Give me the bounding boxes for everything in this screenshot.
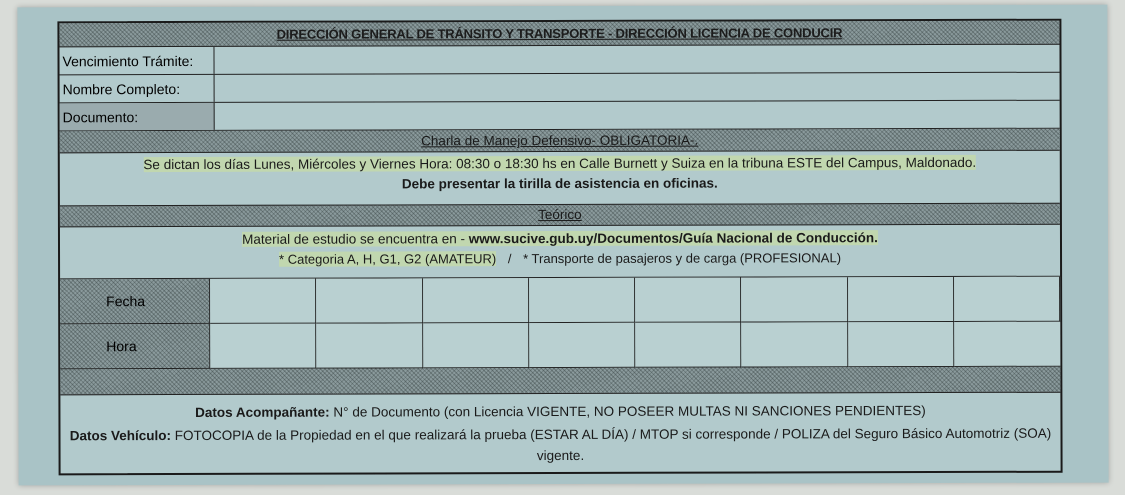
- field-documento-input[interactable]: [215, 101, 1060, 130]
- acompanante-line: [60, 403, 1060, 421]
- row-label-fecha: Fecha: [60, 279, 210, 324]
- hora-cell[interactable]: [423, 323, 529, 368]
- fecha-cell[interactable]: [635, 278, 741, 323]
- field-nombre: [60, 73, 1060, 104]
- fecha-cell[interactable]: [423, 278, 529, 323]
- hora-cell[interactable]: [848, 322, 954, 367]
- hora-cell[interactable]: [954, 322, 1060, 367]
- fecha-cell[interactable]: [316, 278, 422, 323]
- field-vencimiento: [59, 45, 1059, 76]
- form-header: [59, 21, 1059, 48]
- schedule-table: [60, 277, 1060, 370]
- hora-cell[interactable]: [741, 322, 847, 367]
- hora-cell[interactable]: [210, 324, 316, 369]
- fecha-cell[interactable]: [529, 278, 635, 323]
- form-title: DIRECCIÓN GENERAL DE TRÁNSITO Y TRANSPORTE - DIRECCIÓN LICENCIA DE CONDUCIR: [276, 25, 843, 42]
- material-prefix: Material de estudio se encuentra en -: [242, 231, 469, 247]
- category-amateur: * Categoria A, H, G1, G2 (AMATEUR): [279, 251, 497, 267]
- fecha-cell[interactable]: [954, 277, 1060, 322]
- hora-cell[interactable]: [635, 323, 741, 368]
- hora-cell[interactable]: [529, 323, 635, 368]
- acompanante-text: N° de Documento (con Licencia VIGENTE, NO POSEER MULTAS NI SANCIONES PENDIENTES): [329, 403, 926, 420]
- teorico-body: [60, 225, 1060, 280]
- field-label: Documento:: [60, 103, 215, 130]
- fecha-cell[interactable]: [848, 277, 954, 322]
- charla-body: [60, 151, 1060, 206]
- teorico-title: Teórico: [538, 206, 582, 223]
- license-form: [57, 19, 1062, 476]
- charla-schedule-text: Se dictan los días Lunes, Miércoles y Viernes Hora: 08:30 o 18:30 hs en Calle Burnett y Suiza en la tribuna ESTE del Campus, Maldonado.: [143, 154, 977, 173]
- teorico-categories: [60, 250, 1060, 268]
- footer-requirements: [60, 393, 1060, 474]
- field-label: Vencimiento Trámite:: [59, 47, 214, 74]
- acompanante-label: Datos Acompañante:: [195, 404, 330, 420]
- hora-cell[interactable]: [316, 323, 422, 368]
- category-profesional: * Transporte de pasajeros y de carga (PROFESIONAL): [523, 250, 842, 267]
- separator-band: [60, 367, 1060, 396]
- field-nombre-input[interactable]: [215, 73, 1060, 102]
- charla-schedule: [60, 155, 1060, 173]
- teorico-header: [60, 203, 1060, 228]
- row-label-hora: Hora: [60, 324, 210, 369]
- field-vencimiento-input[interactable]: [214, 45, 1059, 74]
- category-separator: /: [507, 251, 512, 267]
- fecha-cell[interactable]: [210, 279, 316, 324]
- field-documento: [60, 101, 1060, 132]
- material-link[interactable]: www.sucive.gub.uy/Documentos/Guía Nacional de Conducción.: [468, 230, 878, 247]
- teorico-material: [60, 230, 1060, 248]
- charla-note: Debe presentar la tirilla de asistencia en oficinas.: [401, 175, 718, 192]
- charla-title: Charla de Manejo Defensivo- OBLIGATORIA-.: [421, 132, 699, 149]
- vehiculo-label: Datos Vehículo:: [69, 428, 172, 444]
- vehiculo-text: FOTOCOPIA de la Propiedad en el que realizará la prueba (ESTAR AL DÍA) / MTOP si corresponde / POLIZA del Seguro Básico Automotriz (SOA) vigente.: [171, 425, 1052, 464]
- paper-sheet: [17, 5, 1108, 486]
- fecha-cell[interactable]: [741, 277, 847, 322]
- field-label: Nombre Completo:: [60, 75, 215, 102]
- vehiculo-line: [60, 423, 1060, 468]
- charla-header: [60, 129, 1060, 154]
